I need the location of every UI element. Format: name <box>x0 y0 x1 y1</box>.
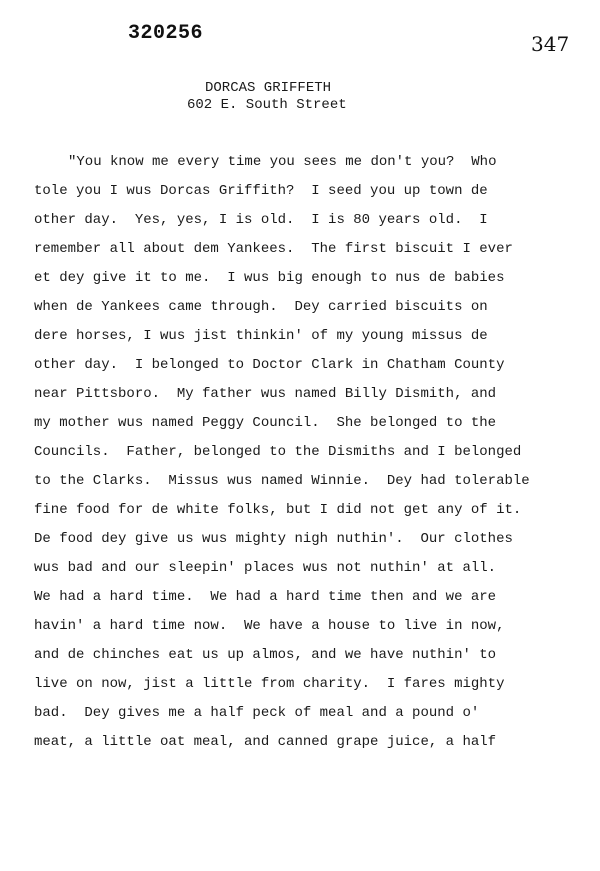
page-number: 347 <box>531 32 570 56</box>
subject-name: DORCAS GRIFFETH <box>205 80 332 96</box>
text-line: wus bad and our sleepin' places wus not nuthin' at all. <box>34 560 497 576</box>
text-line: De food dey give us wus mighty nigh nuthin'. Our clothes <box>34 531 513 547</box>
document-number: 320256 <box>128 22 204 45</box>
text-line: tole you I wus Dorcas Griffith? I seed you up town de <box>34 183 488 199</box>
text-line: Councils. Father, belonged to the Dismiths and I belonged <box>34 444 522 460</box>
text-line: We had a hard time. We had a hard time then and we are <box>34 589 497 605</box>
text-line: to the Clarks. Missus wus named Winnie. Dey had tolerable <box>34 473 530 489</box>
text-line: live on now, jist a little from charity. I fares mighty <box>34 676 505 692</box>
text-line: when de Yankees came through. Dey carried biscuits on <box>34 299 488 315</box>
text-line: fine food for de white folks, but I did not get any of it. <box>34 502 522 518</box>
text-line: my mother wus named Peggy Council. She belonged to the <box>34 415 497 431</box>
text-line: et dey give it to me. I wus big enough to nus de babies <box>34 270 505 286</box>
text-line: "You know me every time you sees me don't you? Who <box>68 154 497 170</box>
text-line: and de chinches eat us up almos, and we have nuthin' to <box>34 647 497 663</box>
text-line: meat, a little oat meal, and canned grape juice, a half <box>34 734 497 750</box>
text-line: remember all about dem Yankees. The first biscuit I ever <box>34 241 513 257</box>
text-line: dere horses, I wus jist thinkin' of my young missus de <box>34 328 488 344</box>
text-line: other day. I belonged to Doctor Clark in Chatham County <box>34 357 505 373</box>
text-line: other day. Yes, yes, I is old. I is 80 years old. I <box>34 212 488 228</box>
text-line: bad. Dey gives me a half peck of meal and a pound o' <box>34 705 480 721</box>
narrative-body <box>34 152 594 761</box>
subject-address: 602 E. South Street <box>187 97 347 113</box>
text-line: havin' a hard time now. We have a house to live in now, <box>34 618 505 634</box>
text-line: near Pittsboro. My father wus named Billy Dismith, and <box>34 386 497 402</box>
